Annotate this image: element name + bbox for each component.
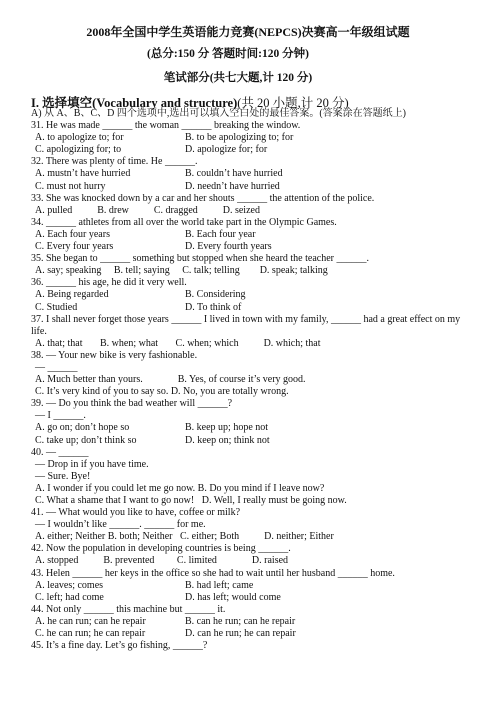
q43-stem: 43. Helen ______ her keys in the office so she had to wait until her husband ______ home.: [31, 567, 395, 579]
q35-options: A. say; speaking B. tell; saying C. talk; telling D. speak; talking: [35, 265, 328, 277]
q40-options-ab: A. I wonder if you could let me go now. B. Do you mind if I leave now?: [35, 482, 325, 494]
q40-options-cd: C. What a shame that I want to go now! D. Well, I really must be going now.: [35, 495, 347, 506]
q32-option-c: C. must not hurry: [35, 180, 106, 192]
q36-options-cd: [31, 302, 471, 314]
q32-option-d: D. needn’t have hurried: [185, 180, 280, 192]
q39-reply: — I ______.: [35, 410, 86, 422]
q31-option-d: D. apologize for; for: [185, 144, 268, 156]
q41-reply: — I wouldn’t like ______. ______ for me.: [35, 519, 206, 531]
q36-option-a: A. Being regarded: [35, 289, 109, 301]
q44-option-d: D. can he run; he can repair: [185, 628, 296, 640]
q32-options-ab: [31, 168, 471, 180]
q43-option-c: C. left; had come: [35, 591, 104, 603]
part-heading-bold: I. 选择填空(Vocabulary and structure): [31, 96, 238, 110]
q36-option-c: C. Studied: [35, 301, 78, 313]
q40-stem: 40. — ______: [31, 446, 89, 458]
q34-option-b: B. Each four year: [185, 228, 256, 240]
q32-option-a: A. mustn’t have hurried: [35, 168, 131, 180]
q42-options: A. stopped B. prevented C. limited D. raised: [35, 555, 289, 567]
section-heading: 笔试部分(共七大题,计 120 分): [163, 72, 313, 84]
q36-options-ab: [31, 289, 471, 301]
q44-option-c: C. he can run; he can repair: [35, 628, 146, 640]
q33-options: A. pulled B. drew C. dragged D. seized: [35, 204, 260, 216]
q36-stem: 36. ______ his age, he did it very well.: [31, 277, 187, 289]
exam-subtitle: (总分:150 分 答题时间:120 分钟): [147, 48, 309, 60]
q43-option-a: A. leaves; comes: [35, 579, 104, 591]
q40-line-1: — Drop in if you have time.: [35, 458, 149, 470]
q34-options-ab: [31, 229, 471, 241]
q39-option-d: D. keep on; think not: [185, 434, 270, 446]
q32-stem: 32. There was plenty of time. He ______.: [31, 156, 198, 168]
q39-options-cd: [31, 435, 471, 447]
q37-options: A. that; that B. when; what C. when; which D. which; that: [35, 337, 321, 349]
part-heading-tail: (共 20 小题,计 20 分): [237, 96, 349, 110]
q38-stem: 38. — Your new bike is very fashionable.: [31, 349, 198, 361]
q31-options-ab: [31, 132, 471, 144]
q34-option-a: A. Each four years: [35, 228, 110, 240]
q31-option-a: A. to apologize to; for: [35, 132, 124, 144]
q44-option-a: A. he can run; can he repair: [35, 615, 146, 627]
q34-stem: 34. ______ athletes from all over the world take part in the Olympic Games.: [31, 216, 337, 228]
q44-options-ab: [31, 616, 471, 628]
q39-stem: 39. — Do you think the bad weather will ______?: [31, 398, 233, 410]
q41-options: A. either; Neither B. both; Neither C. either; Both D. neither; Either: [35, 531, 334, 543]
q39-option-a: A. go on; don’t hope so: [35, 422, 130, 434]
q38-options-ab: A. Much better than yours. B. Yes, of course it’s very good.: [35, 374, 306, 386]
q43-options-ab: [31, 580, 471, 592]
q44-stem: 44. Not only ______ this machine but ______ it.: [31, 603, 226, 615]
q42-stem: 42. Now the population in developing countries is being ______.: [31, 543, 291, 555]
q36-option-b: B. Considering: [185, 289, 246, 301]
q41-stem: 41. — What would you like to have, coffee or milk?: [31, 507, 241, 519]
q39-option-c: C. take up; don’t think so: [35, 434, 137, 446]
question-list: [31, 108, 471, 652]
q33-stem: 33. She was knocked down by a car and her shouts ______ the attention of the police.: [31, 192, 375, 204]
q32-option-b: B. couldn’t have hurried: [185, 168, 283, 180]
q44-options-cd: [31, 628, 471, 640]
q38-options-cd: C. It’s very kind of you to say so. D. No, you are totally wrong.: [35, 386, 289, 398]
q40-line-2: — Sure. Bye!: [35, 470, 91, 482]
q45-stem: 45. It’s a fine day. Let’s go fishing, ______?: [31, 640, 208, 652]
q39-options-ab: [31, 422, 471, 434]
q36-option-d: D. To think of: [185, 301, 242, 313]
q31-options-cd: [31, 144, 471, 156]
q35-stem: 35. She began to ______ something but stopped when she heard the teacher ______.: [31, 253, 369, 265]
q34-option-d: D. Every fourth years: [185, 241, 272, 253]
q34-option-c: C. Every four years: [35, 241, 114, 253]
q43-option-d: D. has left; would come: [185, 591, 281, 603]
q34-options-cd: [31, 241, 471, 253]
q43-option-b: B. had left; came: [185, 579, 254, 591]
q38-reply: — ______: [35, 361, 78, 373]
q44-option-b: B. can he run; can he repair: [185, 615, 296, 627]
q31-option-b: B. to be apologizing to; for: [185, 132, 294, 144]
q43-options-cd: [31, 592, 471, 604]
exam-title: 2008年全国中学生英语能力竞赛(NEPCS)决赛高一年级组试题: [86, 25, 410, 39]
q37-stem: 37. I shall never forget those years ______ I lived in town with my family, ______ had a great effect on my life.: [31, 313, 461, 337]
part-instruction: A) 从 A、B、C、D 四个选项中,选出可以填入空白处的最佳答案。(答案涂在答题纸上): [31, 108, 406, 119]
q31-stem: 31. He was made ______ the woman ______ breaking the window.: [31, 120, 301, 132]
q31-option-c: C. apologizing for; to: [35, 144, 122, 156]
q32-options-cd: [31, 181, 471, 193]
q39-option-b: B. keep up; hope not: [185, 422, 269, 434]
